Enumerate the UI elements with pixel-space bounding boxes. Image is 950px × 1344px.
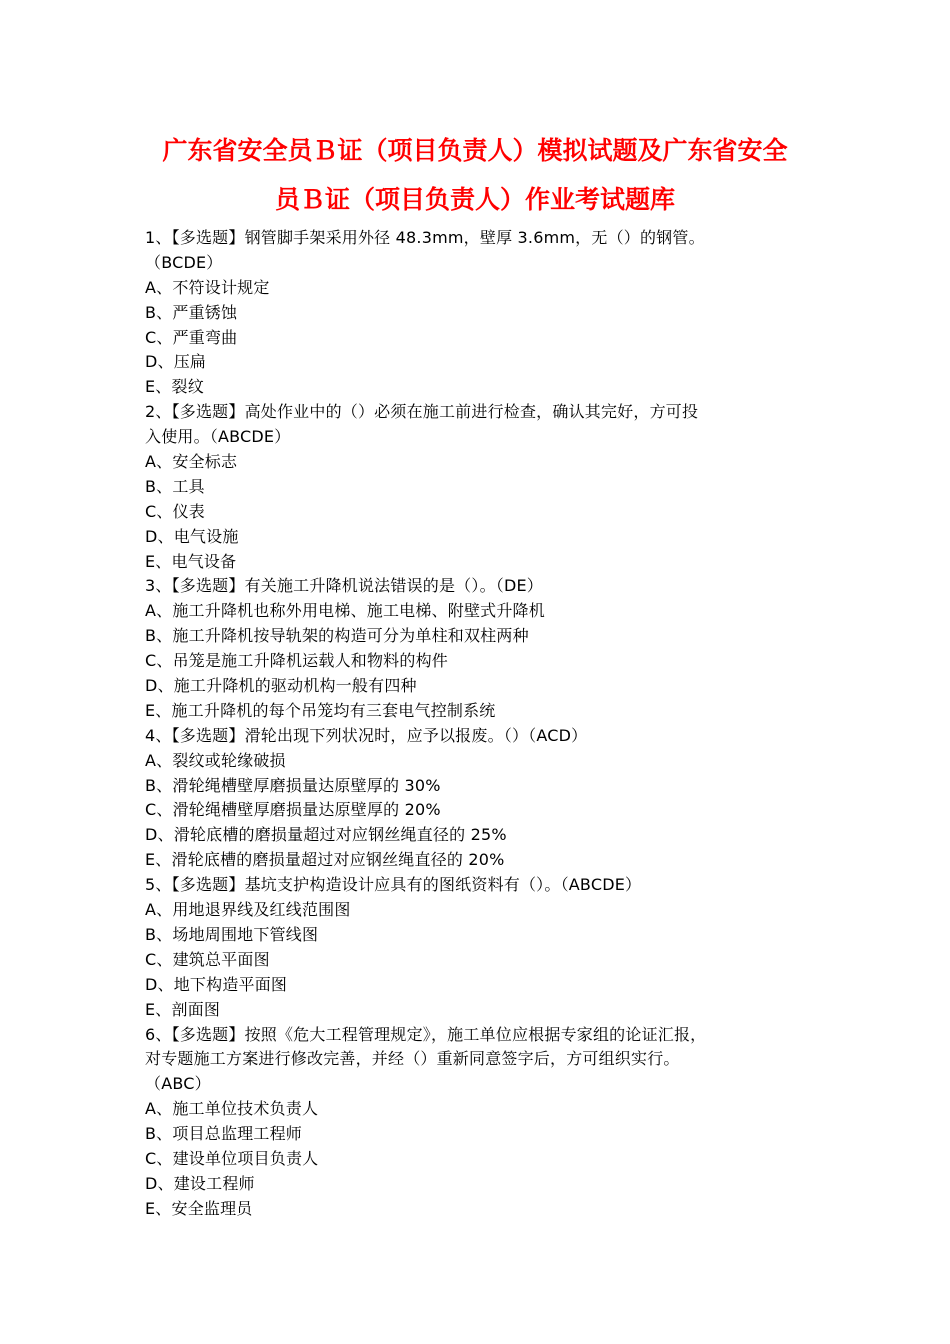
- question-stem-line: （ABC）: [145, 1074, 211, 1094]
- answer-option: B、项目总监理工程师: [145, 1124, 302, 1144]
- answer-option: A、裂纹或轮缘破损: [145, 750, 286, 770]
- answer-option: E、施工升降机的每个吊笼均有三套电气控制系统: [145, 700, 496, 720]
- answer-option: D、建设工程师: [145, 1173, 255, 1193]
- answer-option: A、施工升降机也称外用电梯、施工电梯、附壁式升降机: [145, 601, 545, 621]
- answer-option: E、安全监理员: [145, 1198, 253, 1218]
- question-stem-line: 6、【多选题】按照《危大工程管理规定》，施工单位应根据专家组的论证汇报，: [145, 1024, 707, 1044]
- answer-option: C、吊笼是施工升降机运载人和物料的构件: [145, 651, 448, 671]
- answer-option: D、滑轮底槽的磨损量超过对应钢丝绳直径的 25%: [145, 825, 507, 845]
- document-title-line-2: 员Ｂ证（项目负责人）作业考试题库: [274, 185, 675, 214]
- question-stem-line: 4、【多选题】滑轮出现下列状况时，应予以报废。（）（ACD）: [145, 725, 588, 745]
- answer-option: B、严重锈蚀: [145, 302, 238, 322]
- answer-option: C、仪表: [145, 501, 205, 521]
- answer-option: C、严重弯曲: [145, 327, 238, 347]
- answer-option: D、电气设施: [145, 526, 239, 546]
- question-stem-line: 入使用。（ABCDE）: [145, 427, 291, 447]
- question-stem-line: （BCDE）: [145, 252, 223, 272]
- answer-option: A、施工单位技术负责人: [145, 1099, 319, 1119]
- question-stem-line: 2、【多选题】高处作业中的（）必须在施工前进行检查，确认其完好，方可投: [145, 402, 699, 422]
- answer-option: A、不符设计规定: [145, 277, 270, 297]
- question-stem-line: 对专题施工方案进行修改完善，并经（）重新同意签字后，方可组织实行。: [145, 1049, 680, 1069]
- question-stem-line: 3、【多选题】有关施工升降机说法错误的是（）。（DE）: [145, 576, 544, 596]
- answer-option: B、施工升降机按导轨架的构造可分为单柱和双柱两种: [145, 626, 529, 646]
- answer-option: D、压扁: [145, 352, 207, 372]
- answer-option: B、工具: [145, 476, 205, 496]
- answer-option: A、安全标志: [145, 452, 238, 472]
- document-title-line-1: 广东省安全员Ｂ证（项目负责人）模拟试题及广东省安全: [162, 136, 788, 165]
- answer-option: A、用地退界线及红线范围图: [145, 900, 351, 920]
- answer-option: C、建设单位项目负责人: [145, 1148, 319, 1168]
- answer-option: C、建筑总平面图: [145, 949, 270, 969]
- answer-option: B、滑轮绳槽壁厚磨损量达原壁厚的 30%: [145, 775, 441, 795]
- answer-option: D、地下构造平面图: [145, 974, 288, 994]
- answer-option: D、施工升降机的驱动机构一般有四种: [145, 676, 417, 696]
- answer-option: B、场地周围地下管线图: [145, 924, 319, 944]
- answer-option: E、剖面图: [145, 999, 221, 1019]
- question-list: [145, 226, 835, 1222]
- answer-option: C、滑轮绳槽壁厚磨损量达原壁厚的 20%: [145, 800, 441, 820]
- answer-option: E、电气设备: [145, 551, 237, 571]
- question-stem-line: 1、【多选题】钢管脚手架采用外径 48.3mm，壁厚 3.6mm，无（）的钢管。: [145, 228, 705, 247]
- answer-option: E、滑轮底槽的磨损量超过对应钢丝绳直径的 20%: [145, 850, 505, 870]
- question-stem-line: 5、【多选题】基坑支护构造设计应具有的图纸资料有（）。（ABCDE）: [145, 875, 642, 895]
- answer-option: E、裂纹: [145, 377, 204, 397]
